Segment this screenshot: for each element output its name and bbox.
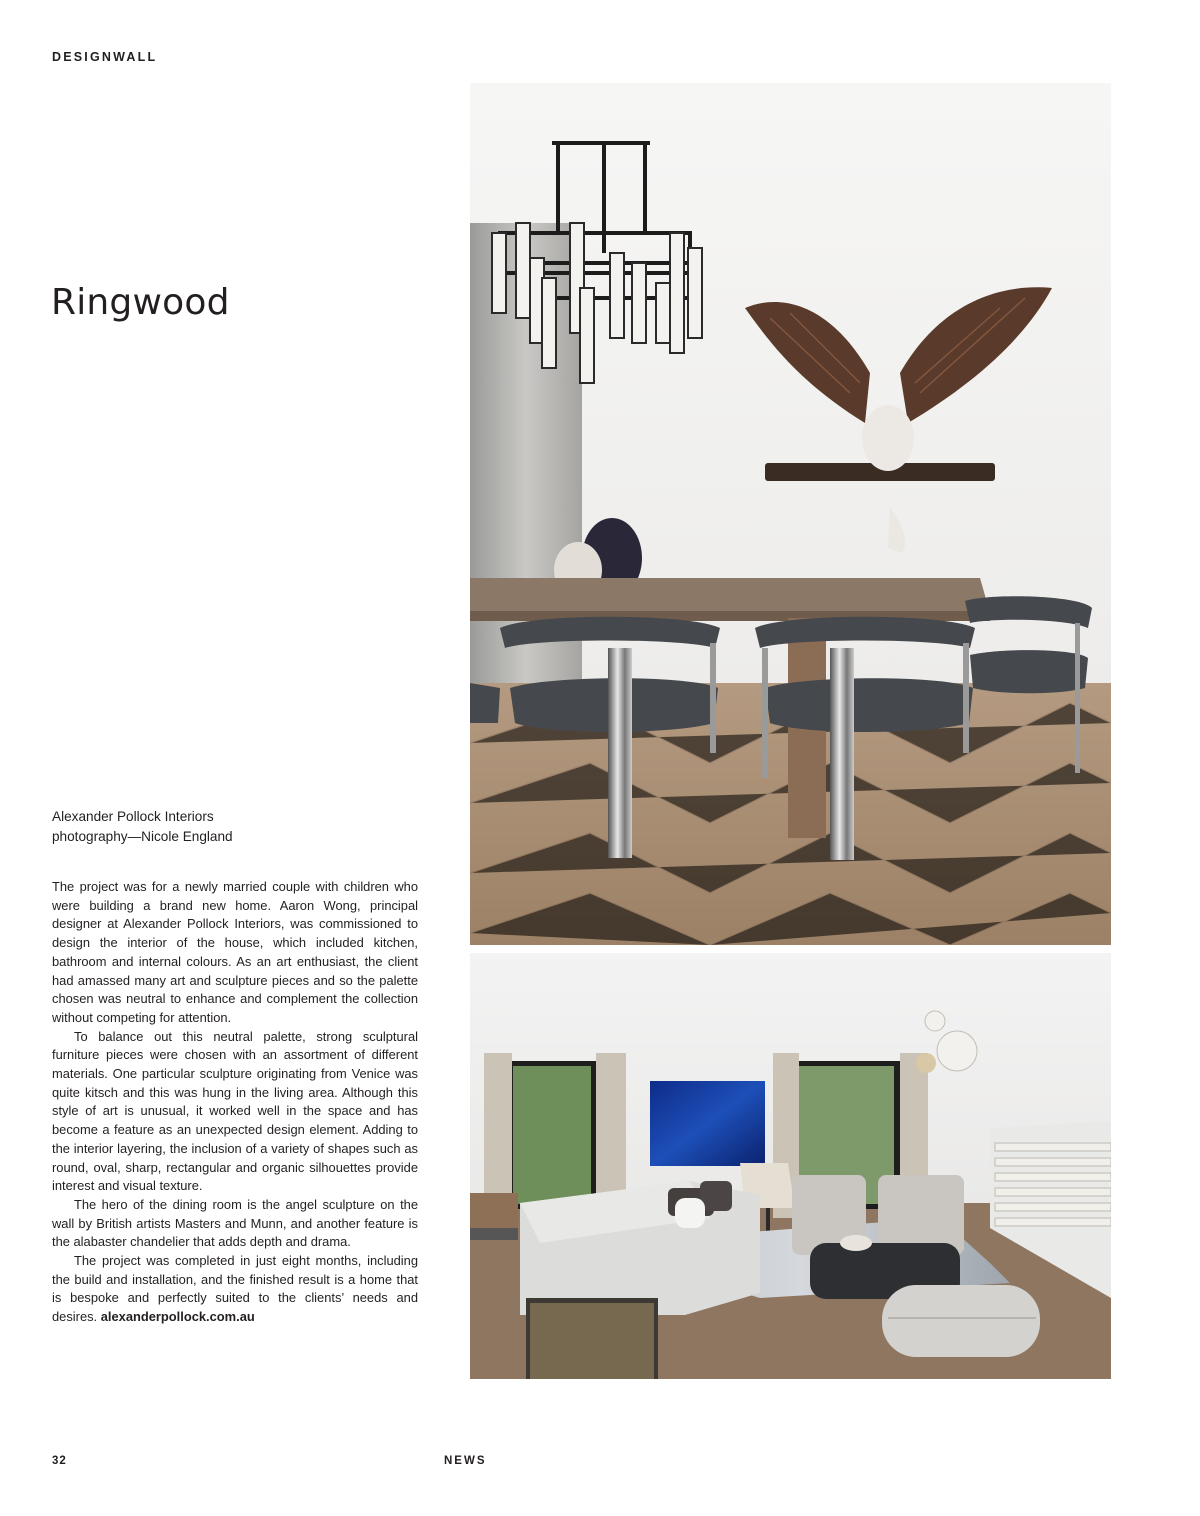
body-paragraph-1: The project was for a newly married couple with children who were building a brand new home. Aaron Wong, principal designer at Alexander Pollock Interiors, was commissioned to design the interior of the house, which included kitchen, bathroom and internal colours. As an art enthusiast, the client had amassed many art and sculpture pieces and so the palette chosen was neutral to enhance and complement the collection without competing for attention. (52, 879, 418, 1025)
article-credits (52, 807, 432, 847)
photography-credit: photography—Nicole England (52, 829, 233, 844)
body-paragraph-2: To balance out this neutral palette, strong sculptural furniture pieces were chosen with an assortment of different materials. One particular sculpture originating from Venice was quite kitsch and this was hung in the living area. Although this style of art is unusual, it worked well in the space and has become a feature as an unexpected design element. Adding to the interior layering, the inclusion of a variety of shapes such as round, oval, sharp, rectangular and organic silhouettes provide interest and visual texture. (52, 1028, 418, 1194)
website-link[interactable]: alexanderpollock.com.au (100, 1309, 255, 1325)
living-room-photo (470, 953, 1111, 1379)
article-body (52, 878, 418, 1327)
body-paragraph-3: The hero of the dining room is the angel sculpture on the wall by British artists Masters and Munn, and another feature is the alabaster chandelier that adds depth and drama. (52, 1196, 418, 1250)
footer-section-label: NEWS (444, 1455, 487, 1467)
dining-room-photo (470, 83, 1111, 945)
body-paragraph-4-text: The project was completed in just eight months, including the build and installation, and the finished result is a home that is bespoke and perfectly suited to the clients’ needs and desires. (52, 1253, 418, 1325)
body-paragraph-4 (52, 1252, 418, 1327)
page-number: 32 (52, 1455, 67, 1467)
designer-credit: Alexander Pollock Interiors (52, 809, 214, 824)
article-title: Ringwood (51, 282, 230, 323)
section-label: DESIGNWALL (52, 50, 158, 64)
